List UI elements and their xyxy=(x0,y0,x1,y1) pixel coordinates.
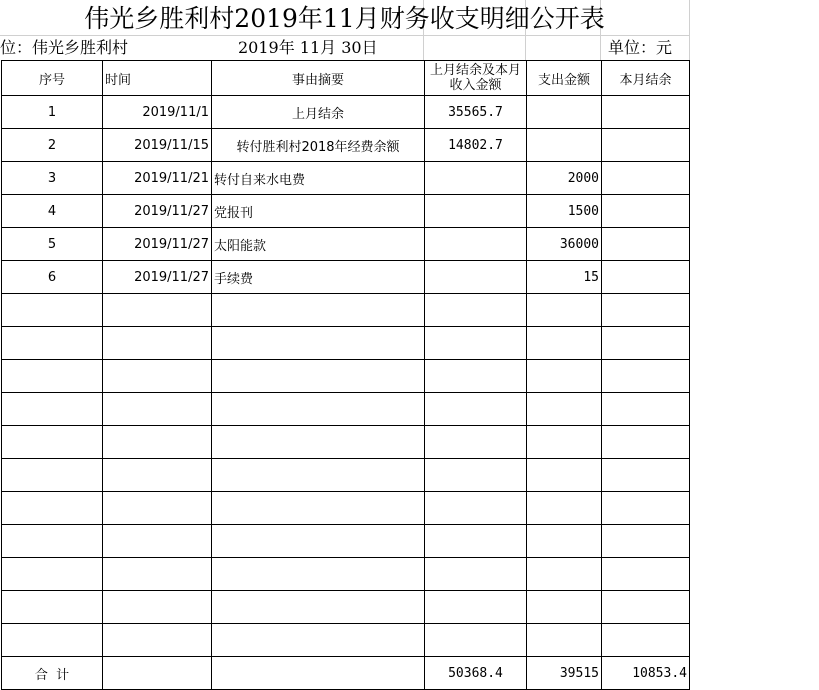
row-date: 2019/11/15 xyxy=(103,129,212,162)
table-row xyxy=(2,261,690,294)
row-balance xyxy=(602,261,690,294)
row-no: 6 xyxy=(2,261,103,294)
row-income-empty xyxy=(425,525,527,558)
empty-row xyxy=(2,393,690,426)
table-row xyxy=(2,195,690,228)
total-label: 合 计 xyxy=(2,657,103,690)
row-balance xyxy=(602,228,690,261)
empty-row xyxy=(2,360,690,393)
row-no-empty xyxy=(2,525,103,558)
row-no: 5 xyxy=(2,228,103,261)
total-row xyxy=(2,657,690,690)
row-summary-empty xyxy=(212,459,425,492)
empty-row xyxy=(2,558,690,591)
row-date: 2019/11/27 xyxy=(103,261,212,294)
total-balance: 10853.4 xyxy=(602,657,690,690)
row-income-empty xyxy=(425,426,527,459)
row-summary: 上月结余 xyxy=(212,96,425,129)
row-income xyxy=(425,261,527,294)
row-expense xyxy=(527,96,602,129)
empty-row xyxy=(2,624,690,657)
header-no: 序号 xyxy=(2,61,103,96)
row-summary: 太阳能款 xyxy=(212,228,425,261)
row-summary-empty xyxy=(212,558,425,591)
table-row xyxy=(2,162,690,195)
table-row xyxy=(2,96,690,129)
row-date: 2019/11/27 xyxy=(103,228,212,261)
row-expense-empty xyxy=(527,558,602,591)
row-expense-empty xyxy=(527,591,602,624)
row-no-empty xyxy=(2,327,103,360)
row-summary: 转付胜利村2018年经费余额 xyxy=(212,129,425,162)
empty-row xyxy=(2,327,690,360)
row-summary: 转付自来水电费 xyxy=(212,162,425,195)
table-row xyxy=(2,228,690,261)
total-summary-empty xyxy=(212,657,425,690)
row-expense-empty xyxy=(527,525,602,558)
row-balance-empty xyxy=(602,393,690,426)
row-summary-empty xyxy=(212,525,425,558)
row-no-empty xyxy=(2,426,103,459)
row-expense: 1500 xyxy=(527,195,602,228)
row-income xyxy=(425,195,527,228)
row-income-empty xyxy=(425,591,527,624)
empty-row xyxy=(2,426,690,459)
row-balance-empty xyxy=(602,591,690,624)
row-summary: 手续费 xyxy=(212,261,425,294)
row-income-empty xyxy=(425,393,527,426)
row-no-empty xyxy=(2,294,103,327)
row-summary-empty xyxy=(212,393,425,426)
currency-unit: 单位：元 xyxy=(608,38,673,57)
header-summary: 事由摘要 xyxy=(212,61,425,96)
row-income-empty xyxy=(425,492,527,525)
row-expense-empty xyxy=(527,492,602,525)
row-date-empty xyxy=(103,459,212,492)
row-no-empty xyxy=(2,360,103,393)
total-date-empty xyxy=(103,657,212,690)
row-balance xyxy=(602,195,690,228)
header-income: 上月结余及本月 收入金额 xyxy=(425,61,527,96)
empty-row xyxy=(2,525,690,558)
row-date-empty xyxy=(103,294,212,327)
row-date-empty xyxy=(103,393,212,426)
row-income xyxy=(425,162,527,195)
row-balance-empty xyxy=(602,294,690,327)
row-date: 2019/11/21 xyxy=(103,162,212,195)
row-summary-empty xyxy=(212,591,425,624)
row-income-empty xyxy=(425,360,527,393)
row-expense-empty xyxy=(527,327,602,360)
row-summary: 党报刊 xyxy=(212,195,425,228)
row-income-empty xyxy=(425,294,527,327)
row-date-empty xyxy=(103,591,212,624)
row-balance-empty xyxy=(602,492,690,525)
row-summary-empty xyxy=(212,360,425,393)
row-income-empty xyxy=(425,327,527,360)
row-expense: 36000 xyxy=(527,228,602,261)
row-no: 1 xyxy=(2,96,103,129)
row-expense-empty xyxy=(527,459,602,492)
row-balance-empty xyxy=(602,360,690,393)
total-expense: 39515 xyxy=(527,657,602,690)
header-balance: 本月结余 xyxy=(602,61,690,96)
row-income xyxy=(425,228,527,261)
empty-row xyxy=(2,294,690,327)
unit-name: 位：伟光乡胜利村 xyxy=(0,38,129,57)
total-income: 50368.4 xyxy=(425,657,527,690)
row-income-empty xyxy=(425,558,527,591)
row-date-empty xyxy=(103,558,212,591)
row-date-empty xyxy=(103,525,212,558)
row-summary-empty xyxy=(212,492,425,525)
row-summary-empty xyxy=(212,294,425,327)
row-expense-empty xyxy=(527,294,602,327)
row-summary-empty xyxy=(212,327,425,360)
row-date-empty xyxy=(103,327,212,360)
empty-row xyxy=(2,459,690,492)
row-balance xyxy=(602,129,690,162)
row-expense-empty xyxy=(527,360,602,393)
header-date: 时间 xyxy=(103,61,212,96)
row-summary-empty xyxy=(212,426,425,459)
row-balance xyxy=(602,162,690,195)
empty-row xyxy=(2,591,690,624)
row-balance-empty xyxy=(602,558,690,591)
row-no-empty xyxy=(2,459,103,492)
row-balance-empty xyxy=(602,525,690,558)
row-no: 3 xyxy=(2,162,103,195)
row-no: 4 xyxy=(2,195,103,228)
row-expense: 2000 xyxy=(527,162,602,195)
row-balance-empty xyxy=(602,459,690,492)
table-header-row xyxy=(2,61,690,96)
row-expense: 15 xyxy=(527,261,602,294)
header-expense: 支出金额 xyxy=(527,61,602,96)
row-balance-empty xyxy=(602,327,690,360)
row-income-empty xyxy=(425,624,527,657)
row-date-empty xyxy=(103,360,212,393)
row-expense-empty xyxy=(527,624,602,657)
row-no-empty xyxy=(2,393,103,426)
row-date: 2019/11/27 xyxy=(103,195,212,228)
row-no-empty xyxy=(2,624,103,657)
row-no: 2 xyxy=(2,129,103,162)
row-income: 14802.7 xyxy=(425,129,527,162)
report-date: 2019年 11月 30日 xyxy=(238,38,378,57)
row-expense-empty xyxy=(527,426,602,459)
row-no-empty xyxy=(2,492,103,525)
row-no-empty xyxy=(2,558,103,591)
empty-row xyxy=(2,492,690,525)
row-date-empty xyxy=(103,492,212,525)
row-no-empty xyxy=(2,591,103,624)
table-row xyxy=(2,129,690,162)
page-title: 伟光乡胜利村2019年11月财务收支明细公开表 xyxy=(84,4,605,33)
row-balance xyxy=(602,96,690,129)
row-date-empty xyxy=(103,624,212,657)
row-expense-empty xyxy=(527,393,602,426)
row-balance-empty xyxy=(602,426,690,459)
finance-table xyxy=(1,60,690,690)
row-income-empty xyxy=(425,459,527,492)
row-summary-empty xyxy=(212,624,425,657)
row-date: 2019/11/1 xyxy=(103,96,212,129)
row-date-empty xyxy=(103,426,212,459)
row-income: 35565.7 xyxy=(425,96,527,129)
row-expense xyxy=(527,129,602,162)
row-balance-empty xyxy=(602,624,690,657)
